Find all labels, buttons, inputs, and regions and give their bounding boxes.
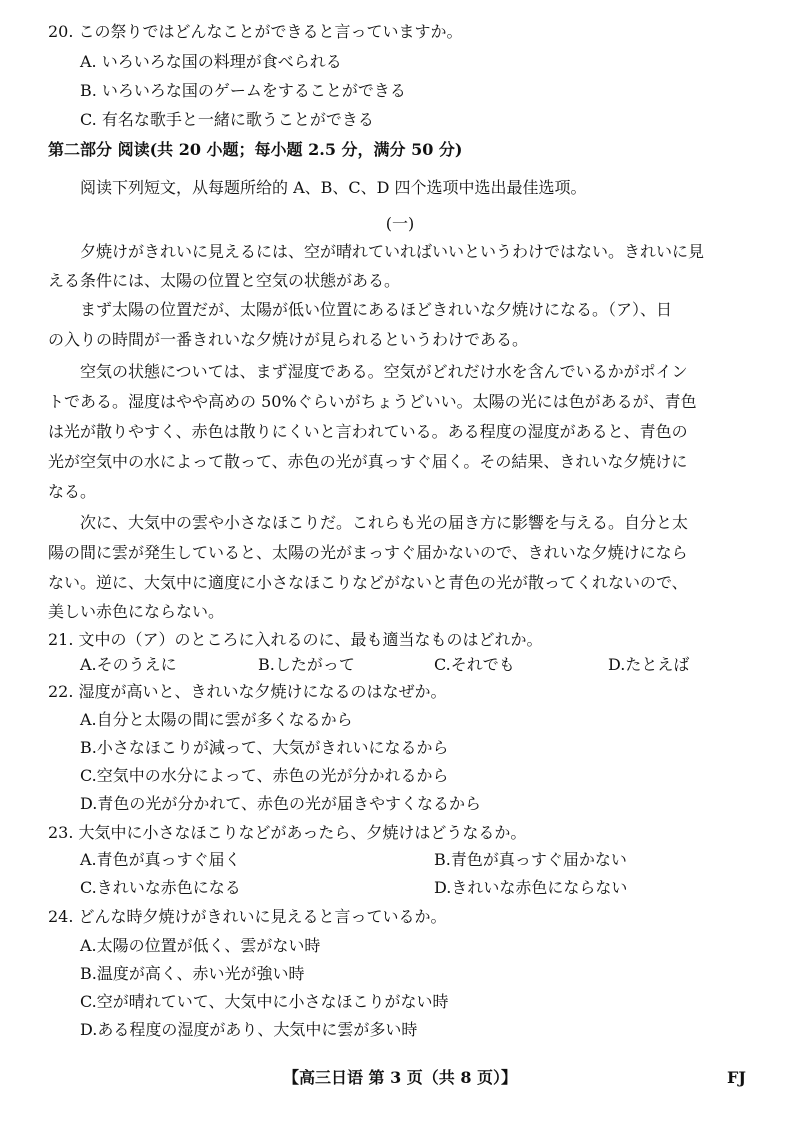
q24-option-b: B.温度が高く、赤い光が強い時 xyxy=(80,964,305,983)
passage-line: トである。湿度はやや高めの 50%ぐらいがちょうどいい。太陽の光には色があるが、青色 xyxy=(48,392,697,411)
q22-question: 22. 湿度が高いと、きれいな夕焼けになるのはなぜか。 xyxy=(48,682,447,701)
q21-question: 21. 文中の（ア）のところに入れるのに、最も適当なものはどれか。 xyxy=(48,630,543,649)
exam-code: FJ xyxy=(727,1068,746,1087)
q20-option-c: C. 有名な歌手と一緒に歌うことができる xyxy=(80,110,374,129)
q22-option-a: A.自分と太陽の間に雲が多くなるから xyxy=(80,710,353,729)
q21-option-a: A.そのうえに xyxy=(80,655,177,674)
passage-line: 空気の状態については、まず湿度である。空気がどれだけ水を含んでいるかがポイン xyxy=(80,362,688,381)
q23-option-d: D.きれいな赤色にならない xyxy=(434,878,628,897)
q21-option-c: C.それでも xyxy=(434,655,515,674)
passage-line: 美しい赤色にならない。 xyxy=(48,602,225,621)
passage-line: 光が空気中の水によって散って、赤色の光が真っすぐ届く。その結果、きれいな夕焼けに xyxy=(48,452,688,471)
q22-option-b: B.小さなほこりが減って、大気がきれいになるから xyxy=(80,738,449,757)
q24-option-d: D.ある程度の湿度があり、大気中に雲が多い時 xyxy=(80,1020,418,1039)
q20-question: 20. この祭りではどんなことができると言っていますか。 xyxy=(48,22,463,41)
passage-line: は光が散りやすく、赤色は散りにくいと言われている。ある程度の湿度があると、青色の xyxy=(48,422,688,441)
q21-option-d: D.たとえば xyxy=(608,655,690,674)
passage-line: 夕焼けがきれいに見えるには、空が晴れていればいいというわけではない。きれいに見 xyxy=(80,242,705,261)
section-instruction: 阅读下列短文，从每题所给的 A、B、C、D 四个选项中选出最佳选项。 xyxy=(80,178,587,197)
section-title: 第二部分 阅读(共 20 小题；每小题 2.5 分，满分 50 分) xyxy=(48,140,463,159)
q20-option-b: B. いろいろな国のゲームをすることができる xyxy=(80,81,406,100)
q22-option-d: D.青色の光が分かれて、赤色の光が届きやすくなるから xyxy=(80,794,482,813)
page-footer-label: 【高三日语 第 3 页（共 8 页）】 xyxy=(282,1068,518,1087)
passage-line: なる。 xyxy=(48,482,97,501)
q24-option-a: A.太陽の位置が低く、雲がない時 xyxy=(80,936,321,955)
passage-line: える条件には、太陽の位置と空気の状態がある。 xyxy=(48,271,401,290)
q20-option-a: A. いろいろな国の料理が食べられる xyxy=(80,52,342,71)
q22-option-c: C.空気中の水分によって、赤色の光が分かれるから xyxy=(80,766,449,785)
q23-question: 23. 大気中に小さなほこりなどがあったら、夕焼けはどうなるか。 xyxy=(48,823,527,842)
q24-option-c: C.空が晴れていて、大気中に小さなほこりがない時 xyxy=(80,992,449,1011)
part-label: (一) xyxy=(385,214,415,233)
q24-question: 24. どんな時夕焼けがきれいに見えると言っているか。 xyxy=(48,907,447,926)
passage-line: まず太陽の位置だが、太陽が低い位置にあるほどきれいな夕焼けになる。（ア）、日 xyxy=(80,300,673,319)
passage-line: の入りの時間が一番きれいな夕焼けが見られるというわけである。 xyxy=(48,330,529,349)
q21-option-b: B.したがって xyxy=(258,655,355,674)
passage-line: ない。逆に、大気中に適度に小さなほこりなどがないと青色の光が散ってくれないので、 xyxy=(48,573,688,592)
passage-line: 陽の間に雲が発生していると、太陽の光がまっすぐ届かないので、きれいな夕焼けになら xyxy=(48,543,688,562)
passage-line: 次に、大気中の雲や小さなほこりだ。これらも光の届き方に影響を与える。自分と太 xyxy=(80,513,689,532)
q23-option-c: C.きれいな赤色になる xyxy=(80,878,241,897)
q23-option-b: B.青色が真っすぐ届かない xyxy=(434,850,627,869)
q23-option-a: A.青色が真っすぐ届く xyxy=(80,850,241,869)
